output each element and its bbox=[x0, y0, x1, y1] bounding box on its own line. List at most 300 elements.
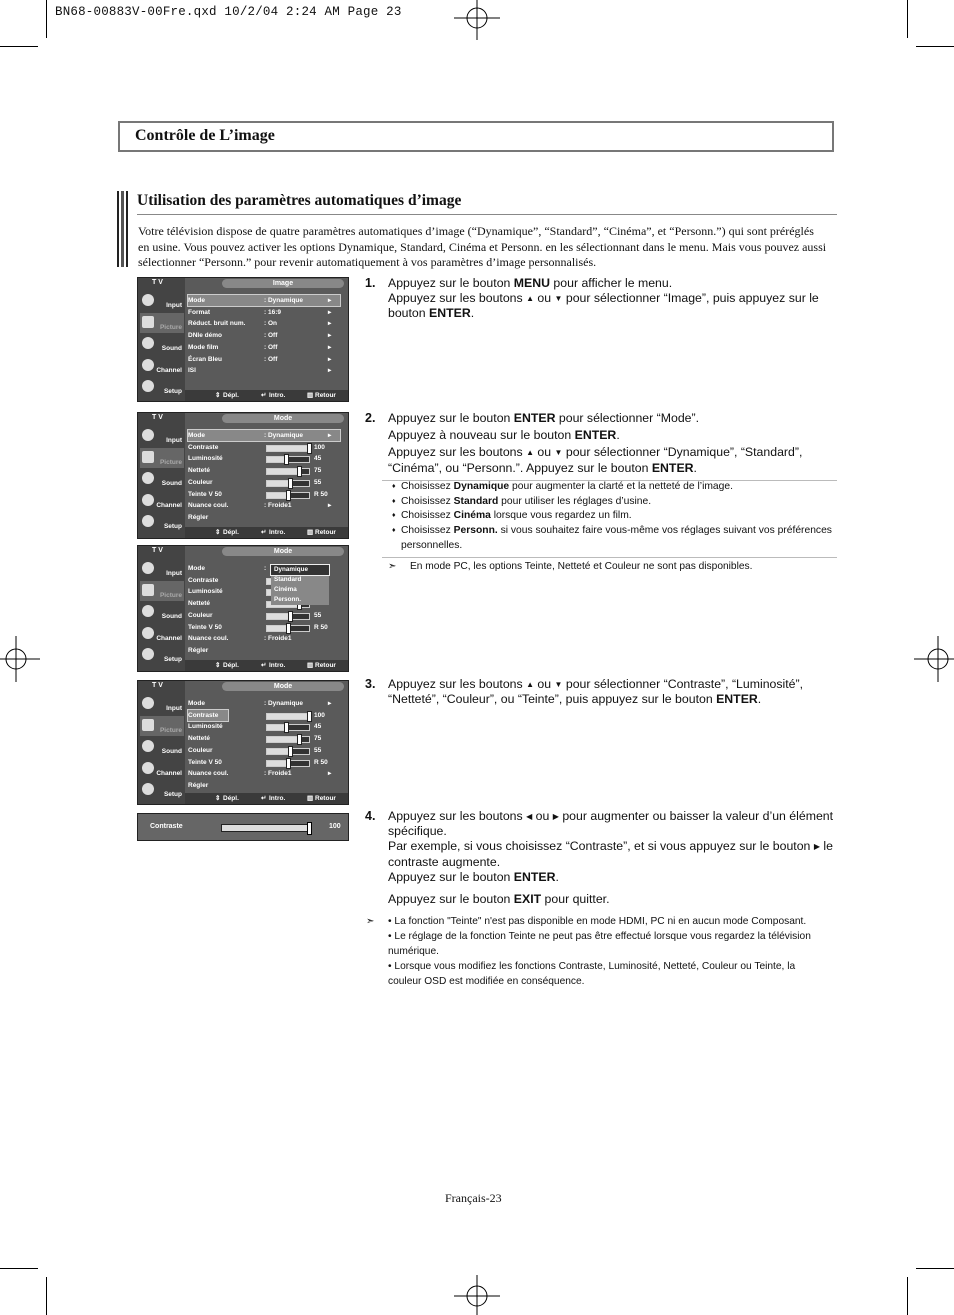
osd-dropdown-option: Standard bbox=[274, 576, 302, 583]
osd-header: Mode bbox=[222, 682, 344, 691]
osd-side-label: Sound bbox=[161, 345, 182, 352]
osd-menu-row bbox=[188, 633, 340, 644]
channel-icon bbox=[142, 762, 154, 774]
osd-tv-label: T V bbox=[152, 682, 163, 689]
osd-menu-row bbox=[188, 442, 340, 453]
osd-foot-move: Dépl. bbox=[223, 529, 239, 536]
mode-bullet-item bbox=[392, 480, 832, 495]
osd-row-value: : Off bbox=[264, 332, 278, 340]
osd-enter-icon: ↵ bbox=[261, 529, 267, 536]
osd-tv-label: T V bbox=[152, 279, 163, 286]
osd-side-picture bbox=[140, 716, 184, 736]
osd-foot-enter: Intro. bbox=[269, 392, 286, 399]
osd-row-value: : Dynamique bbox=[264, 700, 304, 707]
mode-name: Cinéma bbox=[453, 510, 491, 522]
text: pour quitter. bbox=[541, 892, 610, 907]
osd-side-label: Sound bbox=[161, 748, 182, 755]
text: Appuyez sur le bouton bbox=[388, 869, 514, 884]
right-arrow-icon: ▶ bbox=[813, 842, 820, 852]
osd-row-label: Régler bbox=[188, 646, 209, 654]
crop-mark bbox=[0, 1268, 38, 1269]
note-item: • Lorsque vous modifiez les fonctions Contraste, Luminosité, Netteté, Couleur ou Teinte, la couleur OSD est modifiée en conséquence. bbox=[388, 961, 796, 987]
osd-row-label: ISI bbox=[188, 367, 196, 375]
osd-side-picture bbox=[140, 448, 184, 468]
osd-row-label: Nuance coul. bbox=[188, 770, 229, 778]
osd-row-label: Mode bbox=[188, 297, 205, 304]
text: pour sélectionner “Dynamique”, “Standard”, “Cinéma”, ou “Personn.”. Appuyez sur le bouton bbox=[388, 445, 803, 475]
text: . bbox=[693, 460, 697, 475]
osd-side-channel bbox=[140, 356, 184, 376]
osd-row-value: 75 bbox=[314, 467, 322, 475]
osd-menu-row bbox=[188, 342, 340, 353]
down-arrow-icon: ▼ bbox=[554, 294, 563, 304]
osd-menu-row bbox=[188, 645, 340, 656]
step-1 bbox=[365, 276, 838, 322]
subsection-bar bbox=[117, 191, 130, 267]
mode-bullet-item bbox=[392, 509, 832, 524]
osd-row-value: R 50 bbox=[314, 490, 328, 498]
osd-menu-row bbox=[188, 721, 340, 732]
text: . bbox=[757, 692, 762, 707]
text: Appuyez sur les boutons bbox=[388, 291, 527, 306]
text: Appuyez sur le bouton bbox=[388, 892, 514, 907]
contrast-label: Contraste bbox=[150, 823, 183, 830]
osd-side-input bbox=[140, 291, 184, 311]
osd-side-label: Input bbox=[166, 705, 182, 712]
picture-icon bbox=[142, 719, 154, 731]
diamond-bullet-icon: ♦ bbox=[392, 512, 396, 520]
picture-icon bbox=[142, 451, 154, 463]
osd-row-value: 45 bbox=[314, 455, 322, 463]
osd-foot-return: Retour bbox=[315, 392, 336, 399]
text: Choisissez bbox=[401, 525, 454, 537]
osd-level-bar bbox=[266, 748, 310, 755]
osd-enter-icon: ↵ bbox=[261, 662, 267, 669]
sound-icon bbox=[142, 740, 154, 752]
crop-mark bbox=[0, 46, 38, 47]
osd-right-arrow-icon: ▸ bbox=[328, 320, 332, 328]
osd-return-icon: ▥ bbox=[307, 392, 314, 399]
osd-row-value: : 16:9 bbox=[264, 308, 281, 316]
left-arrow-icon: ◀ bbox=[526, 812, 533, 821]
osd-level-bar bbox=[266, 468, 310, 475]
osd-level-knob bbox=[284, 454, 289, 465]
contrast-slider bbox=[221, 824, 311, 832]
text: Appuyez à nouveau sur le bouton bbox=[388, 428, 575, 443]
osd-return-icon: ▥ bbox=[307, 795, 314, 802]
osd-menu-row bbox=[188, 512, 340, 523]
osd-side-label: Setup bbox=[163, 388, 182, 395]
osd-enter-icon: ↵ bbox=[261, 795, 267, 802]
osd-level-fill bbox=[267, 446, 309, 451]
osd-dropdown-option: Dynamique bbox=[271, 565, 329, 575]
osd-side-label: Picture bbox=[159, 726, 182, 734]
osd-level-knob bbox=[286, 623, 291, 634]
osd-row-value: : On bbox=[264, 320, 277, 328]
crop-mark bbox=[46, 1277, 47, 1315]
osd-foot-move: Dépl. bbox=[223, 392, 239, 399]
text: Choisissez bbox=[401, 495, 454, 507]
osd-level-knob bbox=[284, 722, 289, 733]
osd-row-label: Couleur bbox=[188, 478, 213, 486]
osd-row-label: Nuance coul. bbox=[188, 502, 229, 510]
diamond-bullet-icon: ♦ bbox=[392, 483, 396, 490]
section-title: Contrôle de L’image bbox=[135, 127, 275, 144]
osd-row-label: Luminosité bbox=[188, 723, 223, 731]
text: Choisissez bbox=[401, 481, 454, 492]
osd-side-channel bbox=[140, 491, 184, 511]
osd-enter-icon: ↵ bbox=[261, 392, 267, 399]
osd-row-label: Teinte V 50 bbox=[188, 623, 222, 631]
osd-foot-move: Dépl. bbox=[223, 795, 239, 802]
osd-menu-row bbox=[188, 768, 340, 779]
picture-icon bbox=[142, 584, 154, 596]
osd-row-label: Écran Bleu bbox=[188, 355, 222, 363]
crop-mark bbox=[916, 46, 954, 47]
crop-mark bbox=[916, 1268, 954, 1269]
step-number: 1. bbox=[365, 276, 376, 290]
osd-row-label: Couleur bbox=[188, 611, 213, 619]
osd-row-value: 55 bbox=[314, 611, 322, 619]
osd-foot-enter: Intro. bbox=[269, 662, 286, 669]
step-number: 3. bbox=[365, 677, 376, 691]
osd-level-fill bbox=[267, 469, 299, 474]
text: pour utiliser les réglages d’usine. bbox=[498, 495, 652, 507]
osd-move-icon: ⇕ bbox=[215, 529, 221, 536]
mode-bullet-item bbox=[392, 524, 832, 553]
text: Appuyez sur les boutons bbox=[388, 445, 527, 460]
osd-row-label: Contraste bbox=[188, 711, 219, 719]
osd-menu-row bbox=[188, 757, 340, 768]
osd-side-channel bbox=[140, 759, 184, 779]
osd-side-label: Picture bbox=[159, 591, 182, 599]
osd-row-value: : bbox=[264, 565, 267, 572]
osd-return-icon: ▥ bbox=[307, 529, 314, 536]
osd-level-knob bbox=[286, 490, 291, 501]
osd-level-bar bbox=[266, 713, 310, 720]
osd-side-label: Channel bbox=[156, 366, 182, 374]
text: le contraste augmente. bbox=[388, 839, 833, 869]
setup-icon bbox=[142, 515, 154, 527]
osd-row-label: Netteté bbox=[188, 735, 211, 743]
osd-menu-row bbox=[188, 453, 340, 464]
osd-right-arrow-icon: ▸ bbox=[328, 355, 332, 363]
osd-row-value: : Froide1 bbox=[264, 770, 292, 778]
text: Appuyez sur le bouton bbox=[388, 411, 514, 425]
osd-side-label: Setup bbox=[163, 791, 182, 798]
osd-foot-return: Retour bbox=[315, 529, 336, 536]
osd-tv-label: T V bbox=[152, 414, 163, 421]
step-2 bbox=[365, 411, 836, 476]
text: Appuyez sur les boutons bbox=[388, 677, 527, 691]
note-item: • La fonction "Teinte" n'est pas disponible en mode HDMI, PC ni en aucun mode Composant. bbox=[388, 916, 807, 927]
mode-name: Standard bbox=[453, 495, 499, 507]
osd-row-label: Nuance coul. bbox=[188, 635, 229, 643]
diamond-bullet-icon: ♦ bbox=[392, 497, 396, 505]
text: pour augmenter la clarté et la netteté de l’image. bbox=[509, 481, 733, 492]
osd-return-icon: ▥ bbox=[307, 662, 314, 669]
osd-menu-row bbox=[188, 477, 340, 488]
osd-row-value: 55 bbox=[314, 478, 322, 486]
osd-foot-return: Retour bbox=[315, 795, 336, 802]
osd-side-input bbox=[140, 559, 184, 579]
osd-right-arrow-icon: ▸ bbox=[328, 367, 332, 375]
osd-row-label: Luminosité bbox=[188, 588, 223, 596]
note-arrow-icon: ➣ bbox=[388, 561, 397, 572]
contrast-slider-knob bbox=[307, 822, 312, 835]
input-icon bbox=[142, 429, 154, 441]
osd-row-value: 55 bbox=[314, 746, 322, 754]
osd-menu-row bbox=[188, 610, 340, 621]
osd-contrast-adjust-bar bbox=[137, 813, 349, 841]
sound-icon bbox=[142, 472, 154, 484]
osd-level-fill bbox=[267, 626, 288, 631]
text: . bbox=[470, 306, 475, 321]
osd-menu-row bbox=[188, 745, 340, 756]
osd-move-icon: ⇕ bbox=[215, 392, 221, 399]
key-menu: MENU bbox=[513, 276, 551, 290]
down-arrow-icon: ▼ bbox=[554, 448, 563, 458]
osd-move-icon: ⇕ bbox=[215, 662, 221, 669]
osd-dropdown-option: Personn. bbox=[274, 596, 301, 603]
osd-footer bbox=[185, 793, 348, 804]
up-arrow-icon: ▲ bbox=[526, 448, 535, 458]
text: . bbox=[555, 869, 559, 884]
osd-level-fill bbox=[267, 761, 288, 766]
osd-row-label: Mode bbox=[188, 432, 205, 439]
osd-footer bbox=[185, 527, 348, 538]
osd-menu-row bbox=[188, 500, 340, 511]
osd-right-arrow-icon: ▸ bbox=[328, 700, 332, 707]
osd-footer bbox=[185, 660, 348, 671]
osd-right-arrow-icon: ▸ bbox=[328, 343, 332, 351]
subsection-title: Utilisation des paramètres automatiques d’image bbox=[137, 192, 462, 209]
registration-mark bbox=[454, 0, 500, 40]
key-enter: ENTER bbox=[513, 411, 556, 425]
osd-screen-mode-dropdown bbox=[137, 545, 349, 672]
osd-side-label: Setup bbox=[163, 656, 182, 663]
osd-side-label: Sound bbox=[161, 480, 182, 487]
osd-side-setup bbox=[140, 512, 184, 532]
crop-mark bbox=[907, 1277, 908, 1315]
text: pour sélectionner “Mode”. bbox=[555, 411, 700, 425]
osd-side-label: Picture bbox=[159, 323, 182, 331]
osd-right-arrow-icon: ▸ bbox=[328, 502, 332, 510]
osd-level-knob bbox=[288, 746, 293, 757]
osd-level-bar bbox=[266, 736, 310, 743]
osd-level-bar bbox=[266, 613, 310, 620]
osd-side-label: Input bbox=[166, 570, 182, 577]
osd-right-arrow-icon: ▸ bbox=[328, 432, 332, 439]
osd-foot-return: Retour bbox=[315, 662, 336, 669]
osd-side-setup bbox=[140, 780, 184, 800]
osd-row-value: R 50 bbox=[314, 758, 328, 766]
osd-level-knob bbox=[286, 758, 291, 769]
note-text: En mode PC, les options Teinte, Netteté et Couleur ne sont pas disponibles. bbox=[410, 561, 753, 572]
text: ou bbox=[534, 677, 555, 691]
osd-row-value: : Off bbox=[264, 355, 278, 363]
osd-level-knob bbox=[288, 611, 293, 622]
osd-menu-row bbox=[188, 780, 340, 791]
osd-row-value: 100 bbox=[314, 443, 325, 451]
osd-side-label: Sound bbox=[161, 613, 182, 620]
osd-level-bar bbox=[266, 625, 310, 632]
osd-level-bar bbox=[266, 724, 310, 731]
text: Appuyez sur le bouton bbox=[388, 276, 514, 290]
step-number: 2. bbox=[365, 411, 376, 425]
osd-menu-row bbox=[188, 698, 340, 709]
osd-menu-row bbox=[188, 733, 340, 744]
osd-row-value: 100 bbox=[314, 711, 325, 719]
osd-level-knob bbox=[307, 443, 312, 454]
input-icon bbox=[142, 697, 154, 709]
osd-row-value: : Dynamique bbox=[264, 432, 304, 439]
text: ou bbox=[534, 445, 555, 460]
osd-level-fill bbox=[267, 481, 290, 486]
contrast-value: 100 bbox=[329, 823, 341, 830]
key-enter: ENTER bbox=[429, 306, 471, 321]
mode-name: Dynamique bbox=[453, 481, 510, 492]
osd-side-sound bbox=[140, 469, 184, 489]
osd-menu-row bbox=[188, 489, 340, 500]
osd-level-knob bbox=[297, 466, 302, 477]
osd-level-fill bbox=[267, 614, 290, 619]
crop-mark bbox=[46, 0, 47, 38]
key-enter: ENTER bbox=[574, 428, 617, 443]
osd-row-label: Contraste bbox=[188, 576, 219, 584]
text: . bbox=[616, 428, 620, 443]
osd-level-bar bbox=[266, 492, 310, 499]
osd-row-label: Teinte V 50 bbox=[188, 758, 222, 766]
osd-row-label: DNIe démo bbox=[188, 332, 222, 340]
osd-row-label: Luminosité bbox=[188, 455, 223, 463]
text: pour augmenter ou baisser la valeur d’un élément spécifique. bbox=[388, 809, 834, 839]
osd-row-label: Contraste bbox=[188, 443, 219, 451]
osd-side-input bbox=[140, 694, 184, 714]
registration-mark bbox=[0, 636, 40, 682]
osd-move-icon: ⇕ bbox=[215, 795, 221, 802]
osd-footer bbox=[185, 390, 348, 401]
osd-menu-row bbox=[188, 318, 340, 329]
osd-row-label: Couleur bbox=[188, 746, 213, 754]
diamond-bullet-icon: ♦ bbox=[392, 527, 396, 535]
osd-screen-mode-contrast bbox=[137, 680, 349, 805]
sound-icon bbox=[142, 337, 154, 349]
osd-level-bar bbox=[266, 760, 310, 767]
step-number: 4. bbox=[365, 809, 376, 823]
registration-mark bbox=[914, 636, 954, 682]
registration-mark bbox=[454, 1275, 500, 1315]
osd-row-label: Format bbox=[188, 308, 211, 316]
crop-mark bbox=[907, 0, 908, 38]
setup-icon bbox=[142, 783, 154, 795]
channel-icon bbox=[142, 627, 154, 639]
osd-side-sound bbox=[140, 334, 184, 354]
osd-row-label: Régler bbox=[188, 781, 209, 789]
osd-header: Mode bbox=[222, 414, 344, 423]
osd-level-fill bbox=[267, 737, 299, 742]
osd-dropdown-option: Cinéma bbox=[274, 586, 297, 593]
osd-side-label: Input bbox=[166, 437, 182, 444]
osd-right-arrow-icon: ▸ bbox=[328, 308, 332, 316]
text: ou bbox=[532, 809, 553, 823]
mode-bullet-item bbox=[392, 495, 832, 510]
osd-right-arrow-icon: ▸ bbox=[328, 770, 332, 778]
note-arrow-icon: ➣ bbox=[366, 916, 375, 927]
text: Par exemple, si vous choisissez “Contraste”, et si vous appuyez sur le bouton bbox=[388, 839, 814, 854]
osd-mode-dropdown bbox=[271, 565, 329, 605]
osd-row-label: Régler bbox=[188, 513, 209, 521]
osd-menu-row bbox=[188, 622, 340, 633]
picture-icon bbox=[142, 316, 154, 328]
osd-row-value: : Froide1 bbox=[264, 635, 292, 643]
osd-side-label: Setup bbox=[163, 523, 182, 530]
note-item: • Le réglage de la fonction Teinte ne peut pas être effectué lorsque vous regardez la télévision numérique. bbox=[388, 931, 811, 957]
osd-row-value: : Off bbox=[264, 343, 278, 351]
key-enter: ENTER bbox=[651, 460, 694, 475]
channel-icon bbox=[142, 494, 154, 506]
osd-menu-row bbox=[188, 710, 325, 721]
osd-level-bar bbox=[266, 456, 310, 463]
osd-menu-row bbox=[188, 354, 340, 365]
osd-side-setup bbox=[140, 377, 184, 397]
osd-side-label: Channel bbox=[156, 634, 182, 642]
down-arrow-icon: ▼ bbox=[554, 680, 563, 689]
osd-row-value: : Dynamique bbox=[264, 297, 304, 304]
osd-level-knob bbox=[288, 478, 293, 489]
osd-level-fill bbox=[267, 714, 309, 719]
osd-row-label: Netteté bbox=[188, 600, 211, 608]
osd-side-label: Channel bbox=[156, 769, 182, 777]
text: lorsque vous regardez un film. bbox=[490, 510, 632, 522]
osd-side-setup bbox=[140, 645, 184, 665]
text: pour sélectionner “Image”, puis appuyez sur le bouton bbox=[388, 291, 819, 321]
osd-side-label: Picture bbox=[159, 458, 182, 466]
osd-side-input bbox=[140, 426, 184, 446]
input-icon bbox=[142, 562, 154, 574]
osd-tv-label: T V bbox=[152, 547, 163, 554]
osd-level-knob bbox=[307, 711, 312, 722]
step-4 bbox=[365, 809, 836, 907]
mode-name: Personn. bbox=[453, 525, 498, 537]
key-enter: ENTER bbox=[716, 692, 758, 707]
osd-side-label: Channel bbox=[156, 501, 182, 509]
channel-icon bbox=[142, 359, 154, 371]
osd-level-fill bbox=[267, 493, 288, 498]
setup-icon bbox=[142, 380, 154, 392]
osd-side-sound bbox=[140, 602, 184, 622]
osd-level-bar bbox=[266, 445, 310, 452]
osd-row-label: Réduct. bruit num. bbox=[188, 320, 246, 328]
text: ou bbox=[534, 291, 555, 306]
osd-level-bar bbox=[266, 480, 310, 487]
intro-paragraph: Votre télévision dispose de quatre paramètres automatiques d’image (“Dynamique”, “Standard”, “Cinéma”, et “Personn.”) qui sont préréglés en usine. Vous pouvez activer les options Dynamique, Standard, Cinéma et Personn. en les sélectionnant dans le menu. Mais vous pouvez aussi sélectionner “Personn.” pour revenir automatiquement à vos paramètres d’image personnalisés. bbox=[138, 224, 827, 269]
osd-row-label: Mode film bbox=[188, 343, 219, 351]
setup-icon bbox=[142, 648, 154, 660]
up-arrow-icon: ▲ bbox=[526, 680, 535, 689]
key-enter: ENTER bbox=[513, 869, 556, 884]
mode-bullet-list bbox=[392, 480, 832, 554]
osd-row-label: Mode bbox=[188, 700, 205, 707]
text: pour afficher le menu. bbox=[550, 276, 673, 290]
sound-icon bbox=[142, 605, 154, 617]
text: si vous souhaitez faire vous-même vos réglages suivant vos préférences personnelles. bbox=[401, 525, 832, 551]
osd-side-channel bbox=[140, 624, 184, 644]
osd-menu-row bbox=[188, 307, 340, 318]
file-slug: BN68-00883V-00Fre.qxd 10/2/04 2:24 AM Page 23 bbox=[55, 5, 402, 19]
text: Appuyez sur les boutons bbox=[388, 809, 527, 823]
osd-row-label: Netteté bbox=[188, 467, 211, 475]
